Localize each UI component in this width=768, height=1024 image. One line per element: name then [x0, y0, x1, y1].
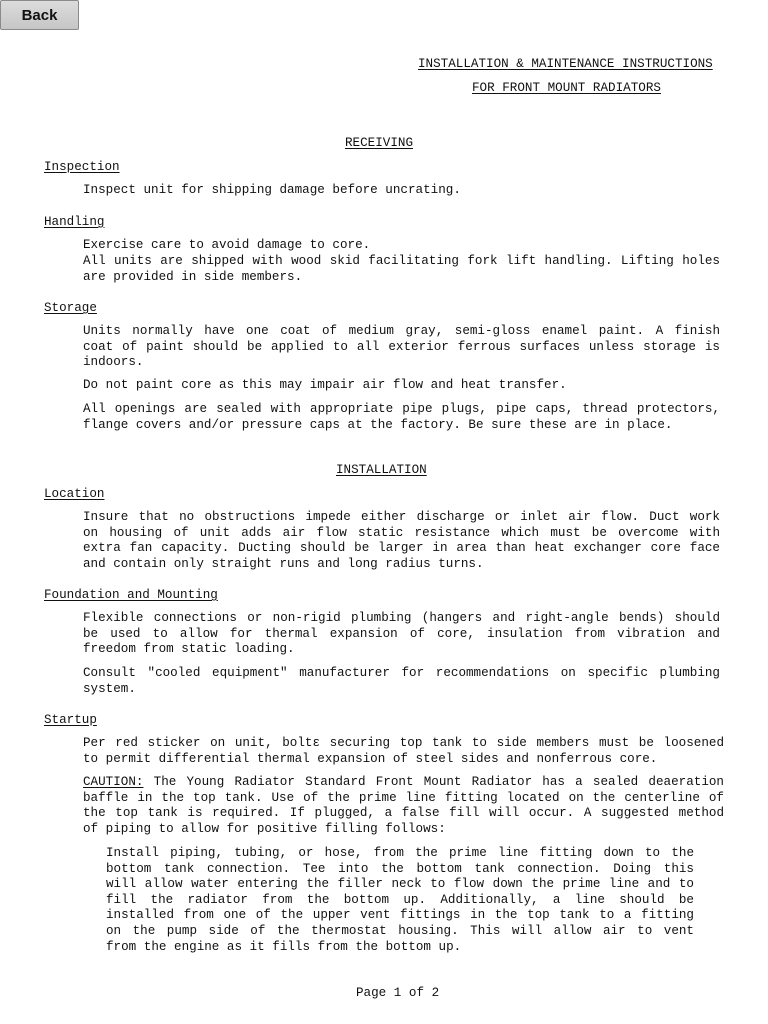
- caution-label: CAUTION:: [83, 775, 144, 789]
- handling-text-1: Exercise care to avoid damage to core.: [83, 238, 371, 252]
- handling-text-2: All units are shipped with wood skid facilitating fork lift handling. Lifting holes are provided in side members.: [83, 254, 720, 284]
- section-heading-installation: INSTALLATION: [336, 463, 427, 477]
- foundation-text-2: Consult "cooled equipment" manufacturer for recommendations on specific plumbing system.: [83, 666, 720, 696]
- startup-text-1: Per red sticker on unit, boltε securing top tank to side members must be loosened to permit differential thermal expansion of steel sides and nonferrous core.: [83, 736, 724, 766]
- piping-instructions: Install piping, tubing, or hose, from the prime line fitting down to the bottom tank connection. Tee into the bottom tank connection. Doing this will allow water entering the filler neck to flow down the prime line and to fill the radiator from the bottom up. Additionally, a line should be installed from one of the upper vent fittings in the top tank to a fitting on the pump side of the thermostat housing. This will allow air to vent from the engine as it fills from the bottom up.: [106, 846, 694, 954]
- doc-title-line1: INSTALLATION & MAINTENANCE INSTRUCTIONS: [418, 57, 713, 71]
- inspection-text: Inspect unit for shipping damage before uncrating.: [83, 183, 461, 197]
- caution-paragraph: CAUTION: The Young Radiator Standard Front Mount Radiator has a sealed deaeration baffle in the top tank. Use of the prime line fitting located on the centerline of the top tank is required. If plugged, a false fill will occur. A suggested method of piping to allow for positive filling follows:: [83, 775, 724, 836]
- storage-text-2: Do not paint core as this may impair air flow and heat transfer.: [83, 378, 567, 392]
- subheading-foundation-mounting: Foundation and Mounting: [44, 588, 218, 602]
- storage-text-1: Units normally have one coat of medium gray, semi-gloss enamel paint. A finish coat of paint should be applied to all exterior ferrous surfaces unless storage is indoors.: [83, 324, 720, 370]
- back-button[interactable]: Back: [0, 0, 79, 30]
- subheading-startup: Startup: [44, 713, 97, 727]
- section-heading-receiving: RECEIVING: [345, 136, 414, 150]
- location-text: Insure that no obstructions impede either discharge or inlet air flow. Duct work on housing of unit adds air flow static resistance which must be overcome with extra fan capacity. Ducting should be larger in area than heat exchanger core face and contain only straight runs and long radius turns.: [83, 510, 720, 571]
- page-number: Page 1 of 2: [356, 986, 440, 1000]
- subheading-handling: Handling: [44, 215, 105, 229]
- storage-text-3: All openings are sealed with appropriate pipe plugs, pipe caps, thread protectors, flange covers and/or pressure caps at the factory. Be sure these are in place.: [83, 402, 720, 432]
- subheading-location: Location: [44, 487, 105, 501]
- foundation-text-1: Flexible connections or non-rigid plumbing (hangers and right-angle bends) should be used to allow for thermal expansion of core, insulation from vibration and freedom from static loading.: [83, 611, 720, 657]
- subheading-storage: Storage: [44, 301, 97, 315]
- subheading-inspection: Inspection: [44, 160, 120, 174]
- doc-title-line2: FOR FRONT MOUNT RADIATORS: [472, 81, 661, 95]
